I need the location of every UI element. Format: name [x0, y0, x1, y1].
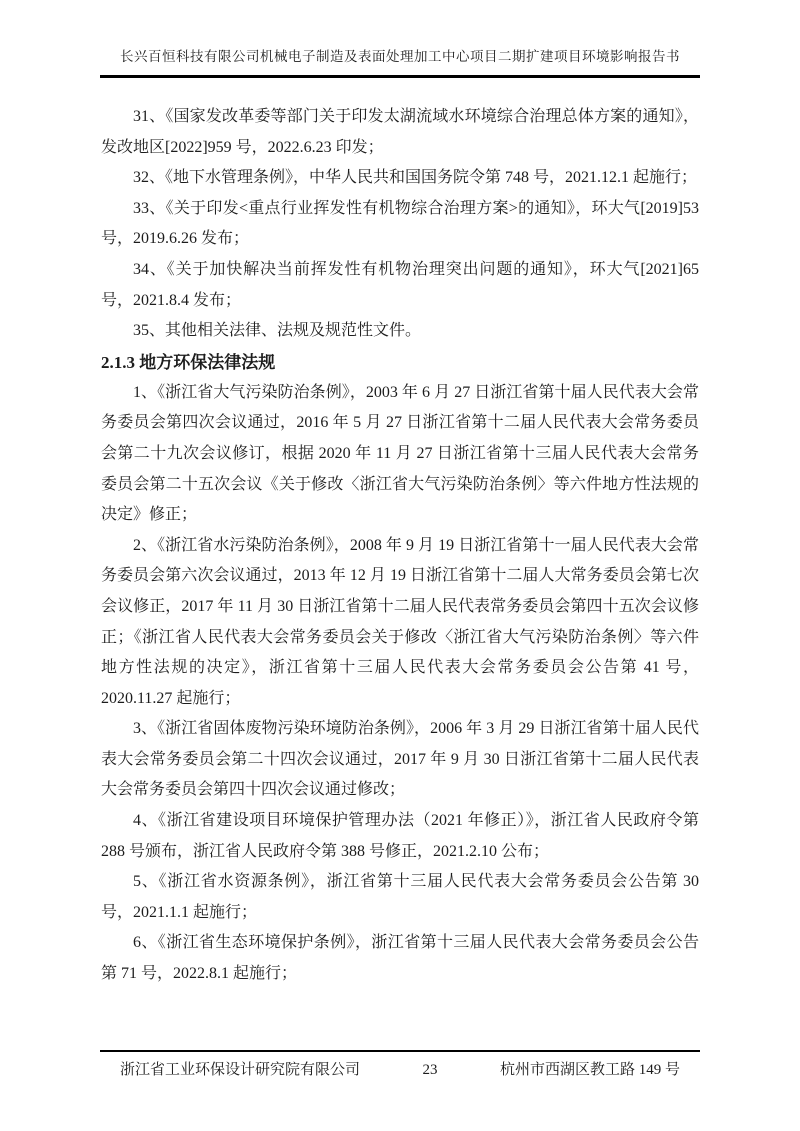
- footer-rule: [100, 1050, 700, 1052]
- paragraph-item-3: 3、《浙江省固体废物污染环境防治条例》，2006 年 3 月 29 日浙江省第十届人民代表大会常务委员会第二十四次会议通过，2017 年 9 月 30 日浙江省第十二届人民代表大会常务委员会第四十四次会议通过修改；: [101, 720, 699, 799]
- document-body: [101, 102, 699, 990]
- paragraph-item-33: 33、《关于印发<重点行业挥发性有机物综合治理方案>的通知》，环大气[2019]53 号，2019.6.26 发布；: [101, 199, 699, 248]
- running-head-title: 长兴百恒科技有限公司机械电子制造及表面处理加工中心项目二期扩建项目环境影响报告书: [120, 49, 680, 64]
- footer-row: [120, 1058, 680, 1079]
- paragraph-item-5: 5、《浙江省水资源条例》，浙江省第十三届人民代表大会常务委员会公告第 30 号，2021.1.1 起施行；: [101, 873, 699, 921]
- paragraph-item-35: 35、其他相关法律、法规及规范性文件。: [133, 322, 422, 340]
- paragraph-item-34: 34、《关于加快解决当前挥发性有机物治理突出问题的通知》，环大气[2021]65 号，2021.8.4 发布；: [101, 260, 699, 309]
- footer-address: 杭州市西湖区教工路 149 号: [499, 1062, 680, 1078]
- header-rule: [100, 75, 700, 78]
- paragraph-item-2: 2、《浙江省水污染防治条例》，2008 年 9 月 19 日浙江省第十一届人民代表大会常务委员会第六次会议通过，2013 年 12 月 19 日浙江省第十二届人大常务委员会第七次会议修正，2017 年 11 月 30 日浙江省第十二届人民代表常务委员会第四十五次会议修正；《浙江省人民代表大会常务委员会关于修改〈浙江省大气污染防治条例〉等六件地方性法规的决定》，浙江省第十三届人民代表大会常务委员会公告第 41 号，2020.11.27 起施行；: [101, 536, 699, 707]
- page-header: [0, 0, 800, 78]
- paragraph-item-1: 1、《浙江省大气污染防治条例》，2003 年 6 月 27 日浙江省第十届人民代表大会常务委员会第四次会议通过，2016 年 5 月 27 日浙江省第十二届人民代表大会常务委员会第二十九次会议修订，根据 2020 年 11 月 27 日浙江省第十三届人民代表大会常务委员会第二十五次会议《关于修改〈浙江省大气污染防治条例〉等六件地方性法规的决定》修正；: [101, 383, 699, 524]
- section-heading-2-1-3: 2.1.3 地方环保法律法规: [101, 352, 276, 372]
- paragraph-item-32: 32、《地下水管理条例》，中华人民共和国国务院令第 748 号，2021.12.1 起施行；: [133, 169, 698, 187]
- page-footer: [0, 1050, 800, 1079]
- footer-page-number: 23: [422, 1062, 438, 1078]
- paragraph-item-6: 6、《浙江省生态环境保护条例》，浙江省第十三届人民代表大会常务委员会公告第 71 号，2022.8.1 起施行；: [101, 934, 699, 983]
- paragraph-item-4: 4、《浙江省建设项目环境保护管理办法（2021 年修正）》，浙江省人民政府令第 288 号颁布，浙江省人民政府令第 388 号修正，2021.2.10 公布；: [101, 812, 699, 860]
- footer-company-name: 浙江省工业环保设计研究院有限公司: [120, 1062, 361, 1078]
- paragraph-item-31: 31、《国家发改革委等部门关于印发太湖流域水环境综合治理总体方案的通知》，发改地区[2022]959 号，2022.6.23 印发；: [101, 108, 699, 156]
